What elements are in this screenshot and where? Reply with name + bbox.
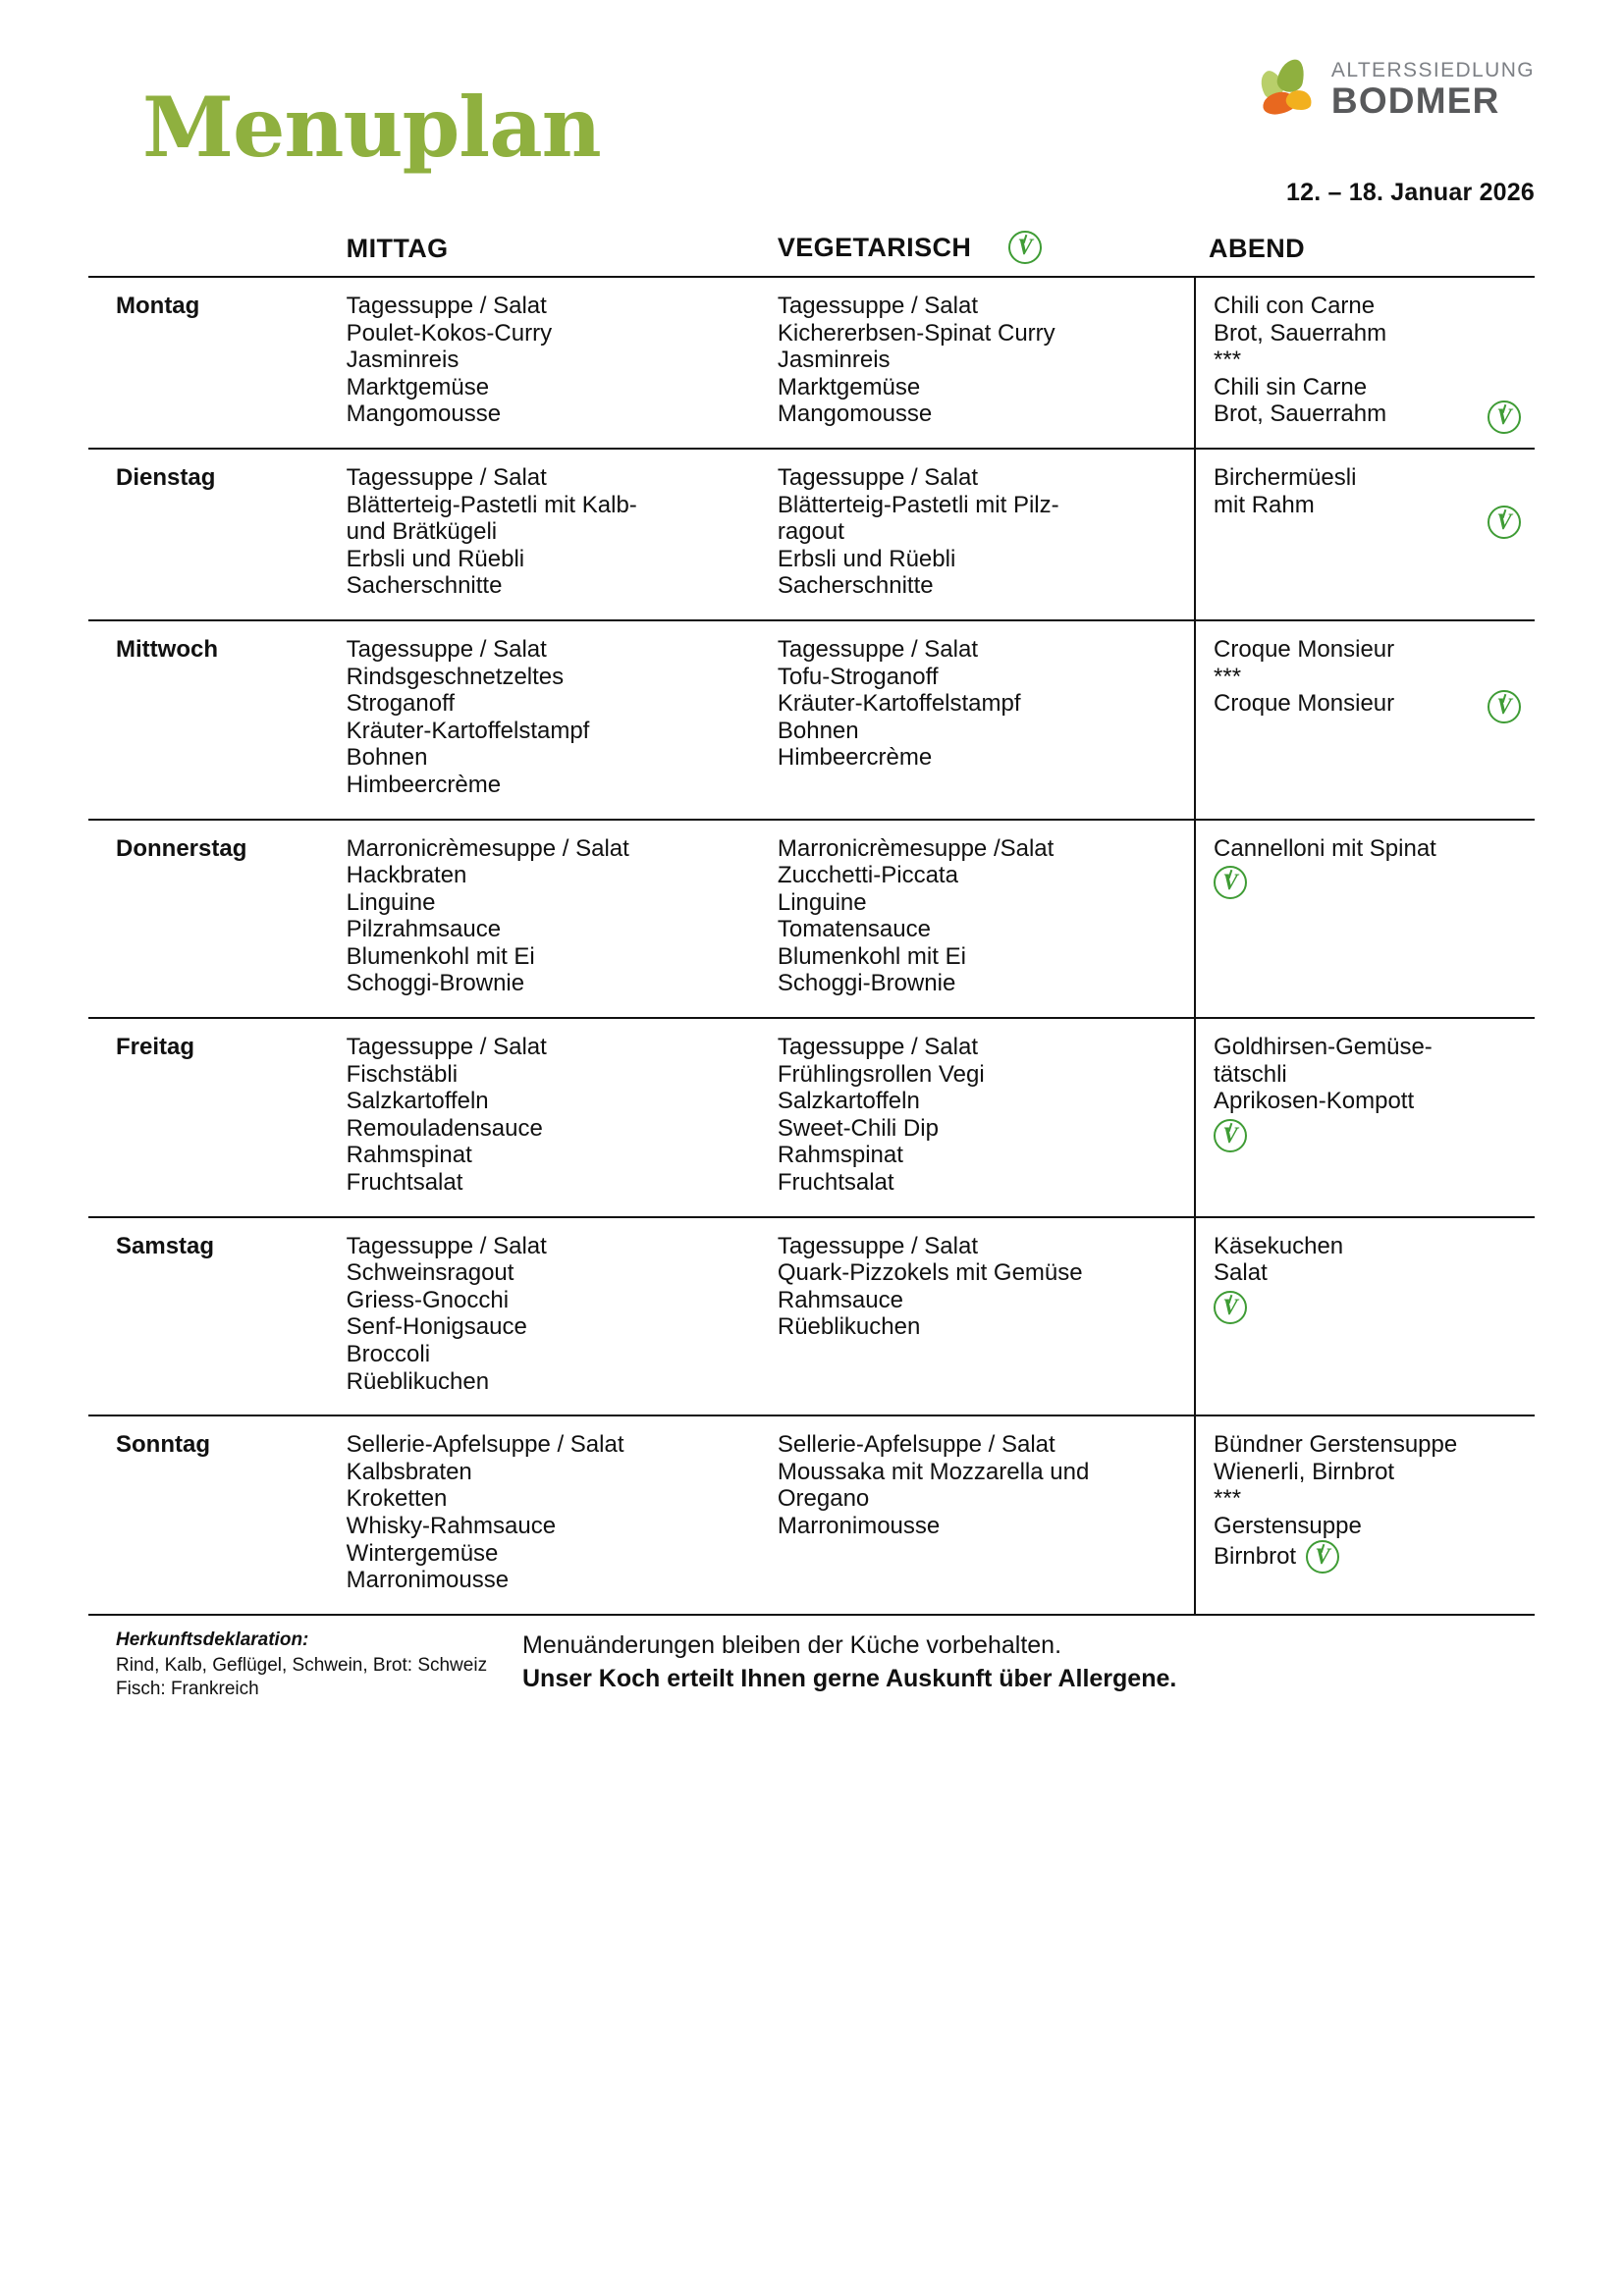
menu-line: Quark-Pizzokels mit Gemüse	[777, 1259, 1083, 1287]
date-range: 12. – 18. Januar 2026	[1286, 179, 1535, 206]
mittag-cell	[333, 1018, 764, 1217]
leaf-logo-icon	[1257, 59, 1318, 120]
column-header-vegetarisch-label: VEGETARISCH	[777, 232, 972, 262]
menu-line: Tagessuppe / Salat	[777, 293, 978, 319]
menu-line: Rindsgeschnetzeltes	[346, 663, 565, 690]
menu-separator: ***	[1214, 1485, 1242, 1513]
vegetarian-leaf-badge-icon	[1488, 506, 1521, 539]
menu-separator: ***	[1214, 347, 1242, 374]
menu-line: Tagessuppe / Salat	[346, 635, 547, 663]
menu-line: Croque Monsieur	[1214, 690, 1395, 718]
table-row	[88, 449, 1535, 620]
menu-line: Tofu-Stroganoff	[777, 663, 939, 690]
menu-line: Salzkartoffeln	[777, 1088, 920, 1115]
menu-line: Oregano	[777, 1485, 870, 1513]
badge-row	[1214, 866, 1534, 899]
menu-line: Himbeercrème	[346, 771, 502, 798]
logo-line-2: BODMER	[1330, 80, 1500, 121]
vegetarisch-cell	[764, 620, 1195, 820]
page-title: Menuplan	[142, 79, 601, 176]
menu-line: Chili con Carne	[1214, 293, 1376, 319]
menu-line: Kichererbsen-Spinat Curry	[777, 319, 1055, 347]
menu-line: Jasminreis	[346, 347, 460, 374]
menu-line: Birchermüesli	[1214, 463, 1357, 491]
column-header-mittag: MITTAG	[346, 234, 449, 263]
mittag-cell	[333, 277, 764, 449]
menu-table	[88, 231, 1535, 1614]
menu-line: Pilzrahmsauce	[346, 916, 502, 943]
menu-line: Birnbrot	[1214, 1542, 1297, 1570]
menu-line: Marronicrèmesuppe / Salat	[346, 834, 629, 862]
menu-line: Jasminreis	[777, 347, 891, 374]
menu-line: Whisky-Rahmsauce	[346, 1512, 557, 1539]
menu-line: mit Rahm	[1214, 491, 1315, 518]
menu-line: Kalbsbraten	[346, 1458, 472, 1485]
menu-line: Hackbraten	[346, 862, 467, 889]
menu-line: Brot, Sauerrahm	[1214, 400, 1387, 428]
menu-line: Sweet-Chili Dip	[777, 1114, 939, 1142]
abend-cell	[1195, 277, 1535, 449]
menu-line: Tagessuppe / Salat	[777, 1034, 978, 1061]
menu-line: Tagessuppe / Salat	[346, 1232, 547, 1259]
menu-line: Stroganoff	[346, 690, 455, 718]
menu-line: Blumenkohl mit Ei	[346, 942, 535, 970]
menu-line: Marronimousse	[346, 1567, 510, 1594]
vegetarisch-cell	[764, 1217, 1195, 1416]
menu-line: Rahmspinat	[777, 1142, 903, 1169]
menu-line: Sacherschnitte	[777, 572, 934, 600]
menu-line: Sellerie-Apfelsuppe / Salat	[346, 1431, 624, 1459]
menu-line: Linguine	[346, 888, 436, 916]
vegetarian-leaf-badge-icon	[1214, 1119, 1247, 1152]
origin-declaration-line-2: Fisch: Frankreich	[116, 1679, 259, 1700]
menu-line: Rahmspinat	[346, 1142, 472, 1169]
menu-line: Goldhirsen-Gemüse-	[1214, 1034, 1433, 1061]
menu-line: Poulet-Kokos-Curry	[346, 319, 553, 347]
day-name: Dienstag	[88, 449, 333, 620]
menu-line: Rüeblikuchen	[777, 1313, 921, 1341]
table-column-headers	[88, 231, 1535, 277]
menu-line: Mangomousse	[346, 400, 502, 428]
footer-note-line-2: Unser Koch erteilt Ihnen gerne Auskunft über Allergene.	[522, 1664, 1177, 1692]
column-header-day	[88, 231, 333, 277]
menu-line: Sacherschnitte	[346, 572, 503, 600]
menu-line: Moussaka mit Mozzarella und	[777, 1458, 1090, 1485]
menu-line: Bohnen	[346, 744, 428, 772]
menu-line-with-badge	[1214, 690, 1534, 718]
menu-separator: ***	[1214, 663, 1242, 690]
menu-line: Kräuter-Kartoffelstampf	[346, 717, 590, 744]
abend-cell	[1195, 820, 1535, 1019]
menu-line: Tagessuppe / Salat	[346, 463, 547, 491]
menu-line: und Brätkügeli	[346, 518, 498, 546]
menu-line: Broccoli	[346, 1341, 431, 1367]
column-header-abend: ABEND	[1209, 234, 1306, 263]
vegetarisch-cell	[764, 1018, 1195, 1217]
day-name: Freitag	[88, 1018, 333, 1217]
logo-text	[1331, 60, 1535, 119]
menu-line: Marronimousse	[777, 1512, 941, 1539]
menu-line: Cannelloni mit Spinat	[1214, 834, 1436, 862]
menu-line-with-badge	[1214, 492, 1534, 519]
menu-line: Tagessuppe / Salat	[777, 1232, 978, 1259]
menu-line: Tagessuppe / Salat	[346, 1034, 547, 1061]
menu-line: Tagessuppe / Salat	[346, 293, 547, 319]
menu-line: Aprikosen-Kompott	[1214, 1088, 1415, 1115]
menu-line: Frühlingsrollen Vegi	[777, 1060, 985, 1088]
menu-line: Kräuter-Kartoffelstampf	[777, 690, 1021, 718]
footer-note-line-1: Menuänderungen bleiben der Küche vorbehalten.	[522, 1630, 1062, 1659]
menu-line: Chili sin Carne	[1214, 373, 1368, 400]
menu-line-with-badge	[1214, 400, 1534, 428]
table-row	[88, 1018, 1535, 1217]
menu-line: Blumenkohl mit Ei	[777, 942, 966, 970]
logo-line-1: ALTERSSIEDLUNG	[1330, 59, 1535, 81]
menu-line: Schoggi-Brownie	[346, 970, 525, 997]
vegetarian-leaf-badge-icon	[1214, 866, 1247, 899]
page-footer	[88, 1614, 1535, 1702]
badge-row	[1214, 1291, 1534, 1324]
vegetarian-leaf-badge-icon	[1306, 1540, 1339, 1574]
menu-line: Erbsli und Rüebli	[346, 545, 525, 572]
menu-line: Remouladensauce	[346, 1114, 543, 1142]
table-row	[88, 1415, 1535, 1614]
day-name: Mittwoch	[88, 620, 333, 820]
menu-line: Linguine	[777, 888, 867, 916]
vegetarian-leaf-badge-icon	[1008, 231, 1042, 264]
vegetarisch-cell	[764, 449, 1195, 620]
menu-line: Tagessuppe / Salat	[777, 635, 978, 663]
day-name: Samstag	[88, 1217, 333, 1416]
menu-line: Marktgemüse	[777, 373, 921, 400]
menu-line: Käsekuchen	[1214, 1232, 1344, 1259]
menu-line: Salzkartoffeln	[346, 1088, 489, 1115]
vegetarisch-cell	[764, 1415, 1195, 1614]
menu-line: tätschli	[1214, 1060, 1287, 1088]
menu-line: Marktgemüse	[346, 373, 490, 400]
menu-line: Fruchtsalat	[777, 1169, 894, 1197]
menu-line: Brot, Sauerrahm	[1214, 319, 1387, 347]
column-header-vegetarisch	[764, 231, 1195, 277]
menu-line: Salat	[1214, 1259, 1268, 1287]
day-name: Donnerstag	[88, 820, 333, 1019]
menu-line: Blätterteig-Pastetli mit Kalb-	[346, 491, 637, 518]
footer-notes	[501, 1629, 1535, 1696]
menu-line: Kroketten	[346, 1485, 448, 1513]
vegetarian-leaf-badge-icon	[1488, 400, 1521, 434]
menu-line: Bohnen	[777, 717, 859, 744]
vegetarisch-cell	[764, 820, 1195, 1019]
menu-line: Wintergemüse	[346, 1539, 499, 1567]
vegetarian-leaf-badge-icon	[1488, 690, 1521, 723]
menu-line: Sellerie-Apfelsuppe / Salat	[777, 1431, 1055, 1459]
menu-line: Croque Monsieur	[1214, 635, 1395, 663]
abend-cell	[1195, 620, 1535, 820]
menu-line: Marronicrèmesuppe /Salat	[777, 834, 1055, 862]
menu-line: ragout	[777, 518, 844, 546]
table-row	[88, 277, 1535, 449]
day-name: Sonntag	[88, 1415, 333, 1614]
abend-cell	[1195, 449, 1535, 620]
table-row	[88, 620, 1535, 820]
badge-row	[1214, 1119, 1534, 1152]
mittag-cell	[333, 1217, 764, 1416]
menu-line: Rahmsauce	[777, 1286, 903, 1313]
menu-line: Bündner Gerstensuppe	[1214, 1431, 1458, 1459]
menu-line: Griess-Gnocchi	[346, 1286, 510, 1313]
mittag-cell	[333, 449, 764, 620]
menu-line: Fruchtsalat	[346, 1169, 463, 1197]
abend-cell	[1195, 1415, 1535, 1614]
vegetarian-leaf-badge-icon	[1214, 1291, 1247, 1324]
table-row	[88, 820, 1535, 1019]
origin-declaration	[88, 1629, 501, 1702]
abend-cell	[1195, 1217, 1535, 1416]
menu-line-with-badge	[1214, 1540, 1339, 1574]
menu-line: Mangomousse	[777, 400, 933, 428]
mittag-cell	[333, 1415, 764, 1614]
vegetarisch-cell	[764, 277, 1195, 449]
menu-line: Blätterteig-Pastetli mit Pilz-	[777, 491, 1059, 518]
menu-line: Rüeblikuchen	[346, 1367, 490, 1395]
origin-declaration-title: Herkunftsdeklaration:	[116, 1629, 309, 1650]
menu-line: Schoggi-Brownie	[777, 970, 956, 997]
mittag-cell	[333, 820, 764, 1019]
logo	[1257, 59, 1535, 120]
menu-line: Tagessuppe / Salat	[777, 463, 978, 491]
menu-line: Zucchetti-Piccata	[777, 862, 958, 889]
day-name: Montag	[88, 277, 333, 449]
menu-line: Erbsli und Rüebli	[777, 545, 956, 572]
menu-line: Wienerli, Birnbrot	[1214, 1458, 1395, 1485]
menu-line: Fischstäbli	[346, 1060, 459, 1088]
page-header	[88, 59, 1535, 231]
origin-declaration-line-1: Rind, Kalb, Geflügel, Schwein, Brot: Schweiz	[116, 1654, 488, 1676]
menu-line: Senf-Honigsauce	[346, 1313, 527, 1341]
table-row	[88, 1217, 1535, 1416]
menu-line: Gerstensuppe	[1214, 1512, 1362, 1539]
abend-cell	[1195, 1018, 1535, 1217]
menu-line: Tomatensauce	[777, 916, 931, 943]
mittag-cell	[333, 620, 764, 820]
menu-line: Himbeercrème	[777, 744, 933, 772]
menu-line: Schweinsragout	[346, 1259, 514, 1287]
